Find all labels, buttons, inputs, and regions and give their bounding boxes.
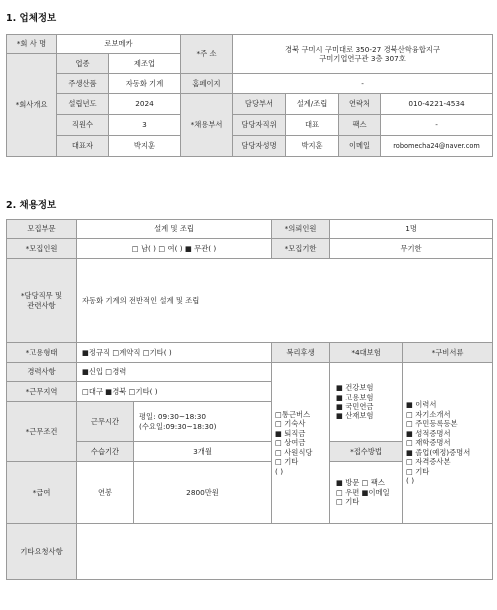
founded-label: 설립년도 xyxy=(57,94,109,115)
salary-label: *급여 xyxy=(7,462,77,524)
career-label: 경력사항 xyxy=(7,363,77,382)
career-options[interactable]: ■신입 □경력 xyxy=(77,363,272,382)
manager-value: 박지훈 xyxy=(286,136,339,157)
hours-value xyxy=(134,402,272,442)
documents-label: *구비서류 xyxy=(403,343,493,363)
product-label: 주생산품 xyxy=(57,74,109,94)
documents-item[interactable]: ■ 성적증명서 xyxy=(406,428,451,438)
probation-label: 수습기간 xyxy=(77,442,134,462)
apply-method-label: *접수방법 xyxy=(330,442,403,462)
conditions-label: *근무조건 xyxy=(7,402,77,462)
duties-value: 자동화 기계의 전반적인 설계 및 조립 xyxy=(77,259,493,343)
position-value: 대표 xyxy=(286,115,339,136)
address-label: *주 소 xyxy=(181,35,233,74)
founded-value: 2024 xyxy=(109,94,181,115)
deadline-value: 무기한 xyxy=(330,239,493,259)
fax-value: - xyxy=(381,115,493,136)
welfare-item[interactable]: □ 기타 xyxy=(275,457,299,467)
region-label: *근무지역 xyxy=(7,382,77,402)
emp-type-options[interactable]: ■정규직 □계약직 □기타( ) xyxy=(77,343,272,363)
insurance-item[interactable]: ■ 산재보험 xyxy=(336,411,374,421)
ceo-label: 대표자 xyxy=(57,136,109,157)
email-value[interactable]: robomecha24@naver.com xyxy=(381,136,493,157)
product-value: 자동화 기계 xyxy=(109,74,181,94)
welfare-item[interactable]: □ 상여금 xyxy=(275,438,306,448)
section-title-company-info: 1. 업체정보 xyxy=(6,13,57,24)
industry-label: 업종 xyxy=(57,54,109,74)
documents-list xyxy=(403,363,493,524)
documents-item[interactable]: □ 자기소개서 xyxy=(406,409,451,419)
dept-value: 설계/조립 xyxy=(286,94,339,115)
documents-item[interactable]: □ 기타 xyxy=(406,466,430,476)
field-value: 설계 및 조립 xyxy=(77,220,272,239)
probation-value: 3개월 xyxy=(134,442,272,462)
documents-item[interactable]: □ 재학증명서 xyxy=(406,438,451,448)
hiring-dept-label: *채용부서 xyxy=(181,94,233,157)
fax-label: 팩스 xyxy=(339,115,381,136)
homepage-label: 홈페이지 xyxy=(181,74,233,94)
deadline-label: *모집기한 xyxy=(272,239,330,259)
overview-label: *회사개요 xyxy=(7,54,57,157)
insurance-item[interactable]: ■ 고용보험 xyxy=(336,392,374,402)
headcount-label: *의뢰인원 xyxy=(272,220,330,239)
industry-value: 제조업 xyxy=(109,54,181,74)
insurance-item[interactable]: ■ 국민연금 xyxy=(336,402,374,411)
homepage-value: - xyxy=(233,74,493,94)
recruit-label: *모집인원 xyxy=(7,239,77,259)
email-label: 이메일 xyxy=(339,136,381,157)
emp-type-label: *고용형태 xyxy=(7,343,77,363)
employees-label: 직원수 xyxy=(57,115,109,136)
duties-label-line-1: *담당직무 및 xyxy=(20,291,63,301)
address-line-2: 구미기업연구관 3층 307호 xyxy=(319,54,406,63)
insurance-list xyxy=(330,363,403,442)
salary-value: 2800만원 xyxy=(134,462,272,524)
insurance-label: *4대보험 xyxy=(330,343,403,363)
welfare-item[interactable]: ■ 퇴직금 xyxy=(275,428,306,438)
welfare-item[interactable]: □ 기숙사 xyxy=(275,419,306,429)
documents-item[interactable]: ■ 이력서 xyxy=(406,400,437,410)
field-label: 모집부문 xyxy=(7,220,77,239)
apply-method-item[interactable]: ■ 방문 □ 팩스 xyxy=(336,478,385,488)
annual-label: 연봉 xyxy=(77,462,134,524)
ceo-value: 박지훈 xyxy=(109,136,181,157)
documents-item[interactable]: □ 주민등록등본 xyxy=(406,419,458,429)
recruitment-table xyxy=(6,219,493,580)
company-info-table xyxy=(6,34,493,157)
address-line-1: 경북 구미시 구미대로 350-27 경북산학융합지구 xyxy=(285,44,440,54)
region-options[interactable]: □대구 ■경북 □기타( ) xyxy=(77,382,272,402)
hours-label: 근무시간 xyxy=(77,402,134,442)
recruit-gender-options[interactable]: □ 남( ) □ 여( ) ■ 무관( ) xyxy=(77,239,272,259)
employees-value: 3 xyxy=(109,115,181,136)
apply-method-list xyxy=(330,462,403,524)
dept-label: 담당부서 xyxy=(233,94,286,115)
company-name-label: *회 사 명 xyxy=(7,35,57,54)
insurance-item[interactable]: ■ 건강보험 xyxy=(336,383,374,393)
apply-method-item[interactable]: □ 기타 xyxy=(336,497,360,507)
headcount-value: 1명 xyxy=(330,220,493,239)
section-title-recruitment-info: 2. 채용정보 xyxy=(6,200,57,211)
contact-value: 010-4221-4534 xyxy=(381,94,493,115)
contact-label: 연락처 xyxy=(339,94,381,115)
manager-label: 담당자성명 xyxy=(233,136,286,157)
other-label: 기타요청사항 xyxy=(7,524,77,580)
welfare-item-other-field[interactable]: ( ) xyxy=(275,466,284,476)
apply-method-item[interactable]: □ 우편 ■이메일 xyxy=(336,487,390,497)
hours-line-2: (수요일:09:30~18:30) xyxy=(139,421,217,431)
documents-item-other-field[interactable]: ( ) xyxy=(406,476,415,486)
welfare-label: 복리후생 xyxy=(272,343,330,363)
company-name: 로보메카 xyxy=(57,35,181,54)
other-value[interactable] xyxy=(77,524,493,580)
address-cell xyxy=(233,35,493,74)
duties-label-line-2: 관련사항 xyxy=(27,300,56,310)
documents-item[interactable]: □ 자격증사본 xyxy=(406,457,451,467)
hours-line-1: 평일: 09:30~18:30 xyxy=(139,412,207,422)
welfare-item[interactable]: □통근버스 xyxy=(275,409,311,419)
welfare-list xyxy=(272,363,330,524)
duties-label xyxy=(7,259,77,343)
welfare-item[interactable]: □ 사원식당 xyxy=(275,447,313,457)
documents-item[interactable]: ■ 졸업(예정)증명서 xyxy=(406,447,471,457)
position-label: 담당자직위 xyxy=(233,115,286,136)
